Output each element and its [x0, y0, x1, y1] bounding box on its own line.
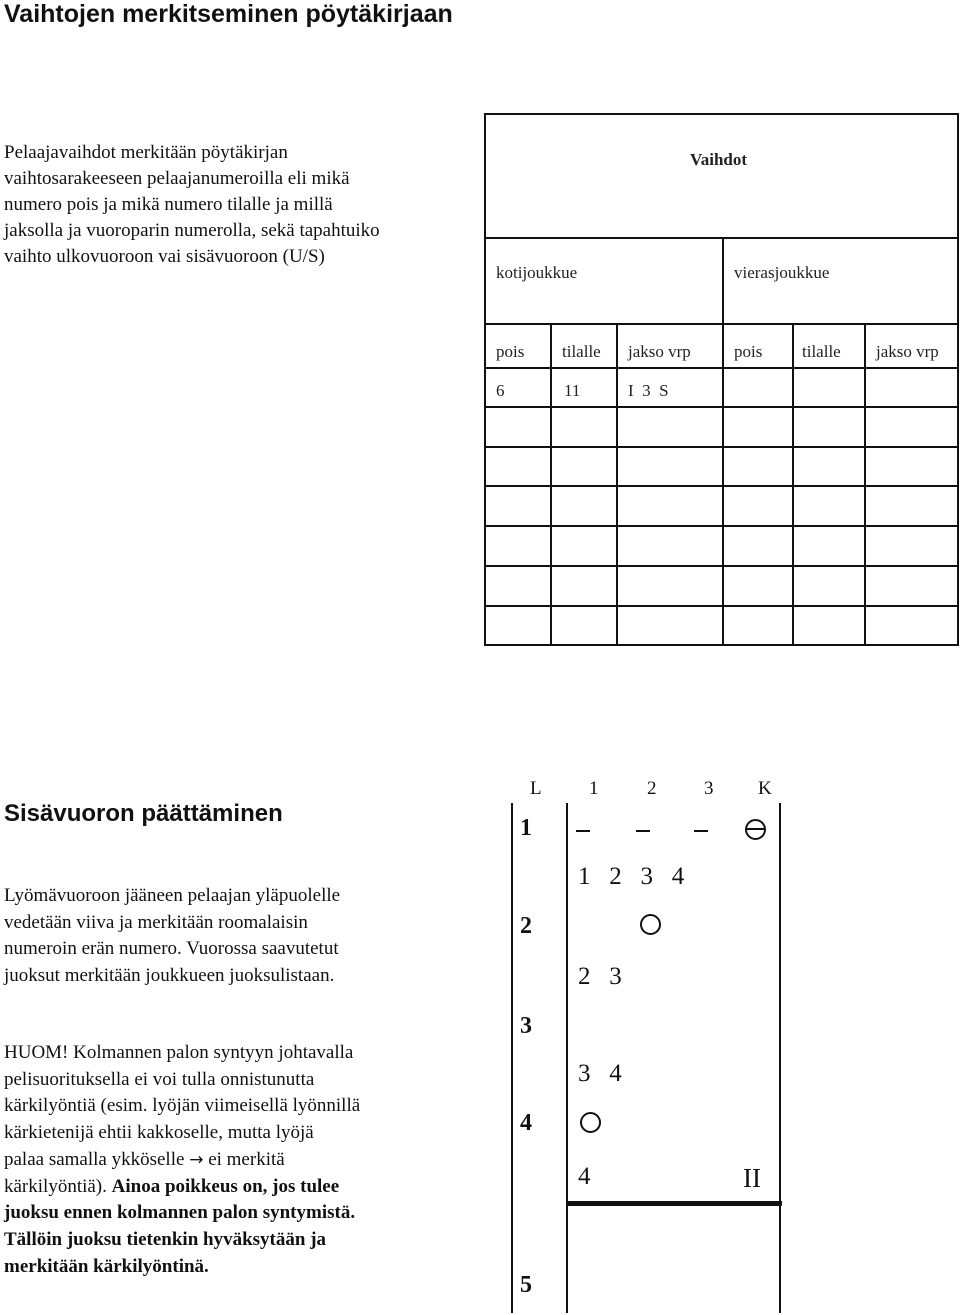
home-out-circle-icon [745, 819, 766, 840]
out-dash-mark [576, 830, 590, 832]
column-header: 3 [704, 778, 714, 799]
out-dash-mark [694, 830, 708, 832]
column-header: 1 [589, 778, 599, 799]
column-header: jakso vrp [876, 342, 939, 361]
table-divider [550, 323, 552, 644]
paragraph-line: HUOM! Kolmannen palon syntyyn johtavalla [4, 1042, 354, 1063]
intro-line: jaksolla ja vuoroparin numerolla, sekä tapahtuiko [4, 220, 380, 241]
column-header: 2 [647, 778, 657, 799]
out-circle-icon [580, 1112, 601, 1133]
row-number: 4 [520, 1110, 532, 1136]
bases-reached: 1 2 3 4 [578, 863, 685, 890]
paragraph-line: numeroin erän numero. Vuorossa saavutetut [4, 938, 339, 960]
paragraph-line: vedetään viiva ja merkitään roomalaisin [4, 911, 308, 933]
table-divider [616, 323, 618, 644]
paragraph-line [4, 1227, 360, 1254]
row-number: 5 [520, 1272, 532, 1298]
paragraph-line [4, 1174, 360, 1201]
grid-line [779, 803, 781, 1313]
bold-text: Ainoa poikkeus on, jos tulee [111, 1175, 340, 1197]
paragraph-line [4, 1200, 360, 1227]
intro-paragraph [4, 140, 444, 270]
column-header: tilalle [562, 342, 601, 361]
paragraph-line: kärkilyöntiä (esim. lyöjän viimeisellä lyönnillä [4, 1095, 361, 1117]
column-header: pois [496, 342, 525, 361]
bold-text: Tällöin juoksu tietenkin hyväksytään ja [4, 1228, 327, 1250]
column-header: pois [734, 342, 763, 361]
text-span: palaa samalla ykköselle [4, 1148, 185, 1170]
bold-text: juoksu ennen kolmannen palon syntymistä. [4, 1202, 356, 1224]
table-cell: I 3 S [628, 381, 669, 400]
explanation-paragraph [4, 883, 340, 990]
paragraph-line: juoksut merkitään joukkueen juoksulistaan. [4, 965, 335, 987]
out-dash-mark [636, 830, 650, 832]
table-title: Vaihdot [690, 150, 748, 169]
column-header: tilalle [802, 342, 841, 361]
paragraph-line: pelisuorituksella ei voi tulla onnistunutta [4, 1068, 315, 1090]
column-header: K [758, 778, 772, 799]
home-team-label: kotijoukkue [496, 263, 578, 282]
grid-line [511, 803, 513, 1313]
intro-line: vaihtosarakeeseen pelaajanumeroilla eli mikä [4, 168, 350, 189]
text-span: kärkilyöntiä). [4, 1175, 107, 1197]
column-header: L [530, 778, 542, 799]
page-title: Vaihtojen merkitseminen pöytäkirjaan [4, 0, 453, 28]
intro-line: vaihto ulkovuoroon vai sisävuoroon (U/S) [4, 246, 325, 267]
arrow-icon: → [189, 1149, 204, 1170]
bold-text: merkitään kärkilyöntinä. [4, 1255, 209, 1277]
paragraph-line [4, 1254, 360, 1281]
column-header: jakso vrp [628, 342, 691, 361]
table-divider [722, 323, 724, 644]
away-team-label: vierasjoukkue [734, 263, 830, 282]
out-circle-icon [640, 914, 661, 935]
section-heading: Sisävuoron päättäminen [4, 800, 283, 827]
paragraph-line: Lyömävuoroon jääneen pelaajan yläpuolelle [4, 885, 341, 906]
bases-reached: 4 [578, 1163, 591, 1190]
intro-line: Pelaajavaihdot merkitään pöytäkirjan [4, 142, 288, 163]
table-divider [792, 323, 794, 644]
grid-line [566, 803, 568, 1313]
inning-number: II [743, 1163, 761, 1193]
row-number: 3 [520, 1013, 532, 1039]
row-number: 1 [520, 815, 532, 841]
bases-reached: 2 3 [578, 963, 622, 990]
inning-end-line [566, 1201, 782, 1206]
paragraph-line: kärkietenijä ehtii kakkoselle, mutta lyöjä [4, 1122, 314, 1144]
bases-reached: 3 4 [578, 1060, 622, 1087]
note-paragraph [4, 1040, 360, 1280]
paragraph-line [4, 1147, 360, 1174]
table-cell: 6 [496, 381, 505, 400]
table-divider [864, 323, 866, 644]
text-span: ei merkitä [208, 1148, 285, 1170]
substitutions-table [484, 113, 959, 646]
row-number: 2 [520, 913, 532, 939]
intro-line: numero pois ja mikä numero tilalle ja millä [4, 194, 333, 215]
table-divider [722, 237, 724, 323]
table-cell: 11 [564, 381, 581, 400]
